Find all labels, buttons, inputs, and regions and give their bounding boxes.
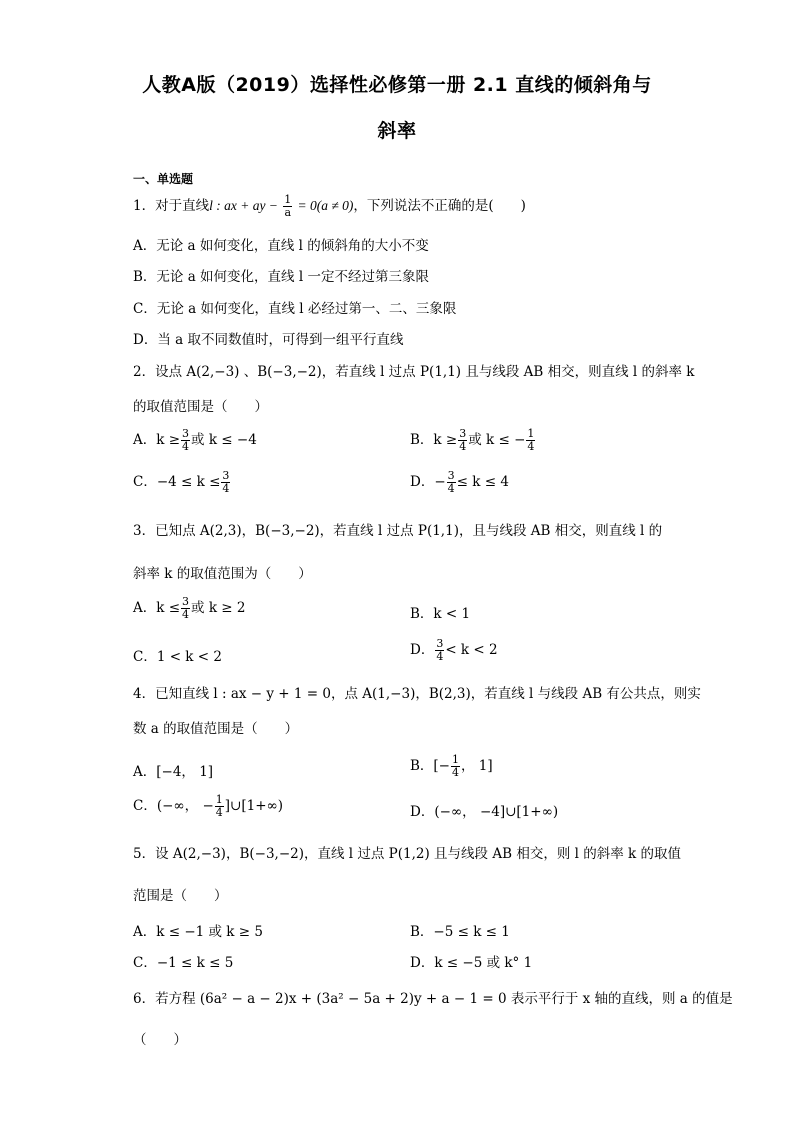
q1-option-c: C．无论 a 如何变化，直线 l 必经过第一、二、三象限	[133, 301, 457, 317]
q5-option-c: C．−1 ≤ k ≤ 5	[133, 955, 234, 971]
q1-option-a: A．无论 a 如何变化，直线 l 的倾斜角的大小不变	[133, 238, 429, 254]
q1-option-d: D．当 a 取不同数值时，可得到一组平行直线	[133, 332, 404, 348]
q1-fraction: $\frac{1}{a}$	[284, 193, 292, 219]
q4-stem-line1: 4．已知直线 l : ax − y + 1 = 0，点 A(1,−3)，B(2,3)，若直线 l 与线段 AB 有公共点，则实	[133, 686, 701, 702]
document-title-line2: 斜率	[377, 120, 417, 142]
q4-option-a: A．[−4， 1]	[133, 764, 214, 780]
q5-option-b: B．−5 ≤ k ≤ 1	[410, 924, 510, 940]
document-title-line1: 人教A版（2019）选择性必修第一册 2.1 直线的倾斜角与	[142, 74, 652, 96]
q3-option-a: A．k ≤ $\frac{3}{4}$ 或 k ≥ 2	[133, 595, 246, 621]
q3-option-b: B．k < 1	[410, 606, 471, 622]
q2-option-b: B．k ≥ $\frac{3}{4}$ 或 k ≤ − $\frac{1}{4}$	[410, 427, 535, 453]
q2-option-a: A．k ≥ $\frac{3}{4}$ 或 k ≤ −4	[133, 427, 257, 453]
q6-stem-line2: （ ）	[133, 1032, 187, 1048]
q2-option-d: D．− $\frac{3}{4}$ ≤ k ≤ 4	[410, 469, 509, 495]
q3-stem-line2: 斜率 k 的取值范围为（ ）	[133, 566, 312, 582]
q3-stem-line1: 3．已知点 A(2,3)，B(−3,−2)，若直线 l 过点 P(1,1)，且与线段 AB 相交，则直线 l 的	[133, 523, 663, 539]
q5-stem-line1: 5．设 A(2,−3)，B(−3,−2)，直线 l 过点 P(1,2) 且与线段 AB 相交，则 l 的斜率 k 的取值	[133, 846, 681, 862]
q2-option-c: C．−4 ≤ k ≤ $\frac{3}{4}$	[133, 469, 230, 495]
q2-stem-line1: 2．设点 A(2,−3) 、B(−3,−2)，若直线 l 过点 P(1,1) 且与线段 AB 相交，则直线 l 的斜率 k	[133, 364, 695, 380]
q5-option-d: D．k ≤ −5 或 k° 1	[410, 955, 533, 971]
q4-option-c: C．(−∞， − $\frac{1}{4}$ ]∪[1+∞)	[133, 793, 284, 819]
q2-stem-line2: 的取值范围是（ ）	[133, 399, 268, 415]
q1-option-b: B．无论 a 如何变化，直线 l 一定不经过第三象限	[133, 269, 429, 285]
q6-stem-line1: 6．若方程 (6a² − a − 2)x + (3a² − 5a + 2)y + a − 1 = 0 表示平行于 x 轴的直线，则 a 的值是	[133, 991, 733, 1007]
q5-option-a: A．k ≤ −1 或 k ≥ 5	[133, 924, 263, 940]
q4-option-b: B．[− $\frac{1}{4}$ ， 1]	[410, 753, 493, 779]
q3-option-c: C．1 < k < 2	[133, 649, 222, 665]
q4-stem-line2: 数 a 的取值范围是（ ）	[133, 721, 299, 737]
q5-stem-line2: 范围是（ ）	[133, 888, 228, 904]
section-heading: 一、单选题	[133, 172, 194, 186]
q3-option-d: D． $\frac{3}{4}$ < k < 2	[410, 637, 498, 663]
q4-option-d: D．(−∞， −4]∪[1+∞)	[410, 804, 559, 820]
q1-stem: 1．对于直线l : ax + ay − $\frac{1}{a}$ = 0(a ≠ 0)，下列说法不正确的是( )	[133, 193, 526, 219]
